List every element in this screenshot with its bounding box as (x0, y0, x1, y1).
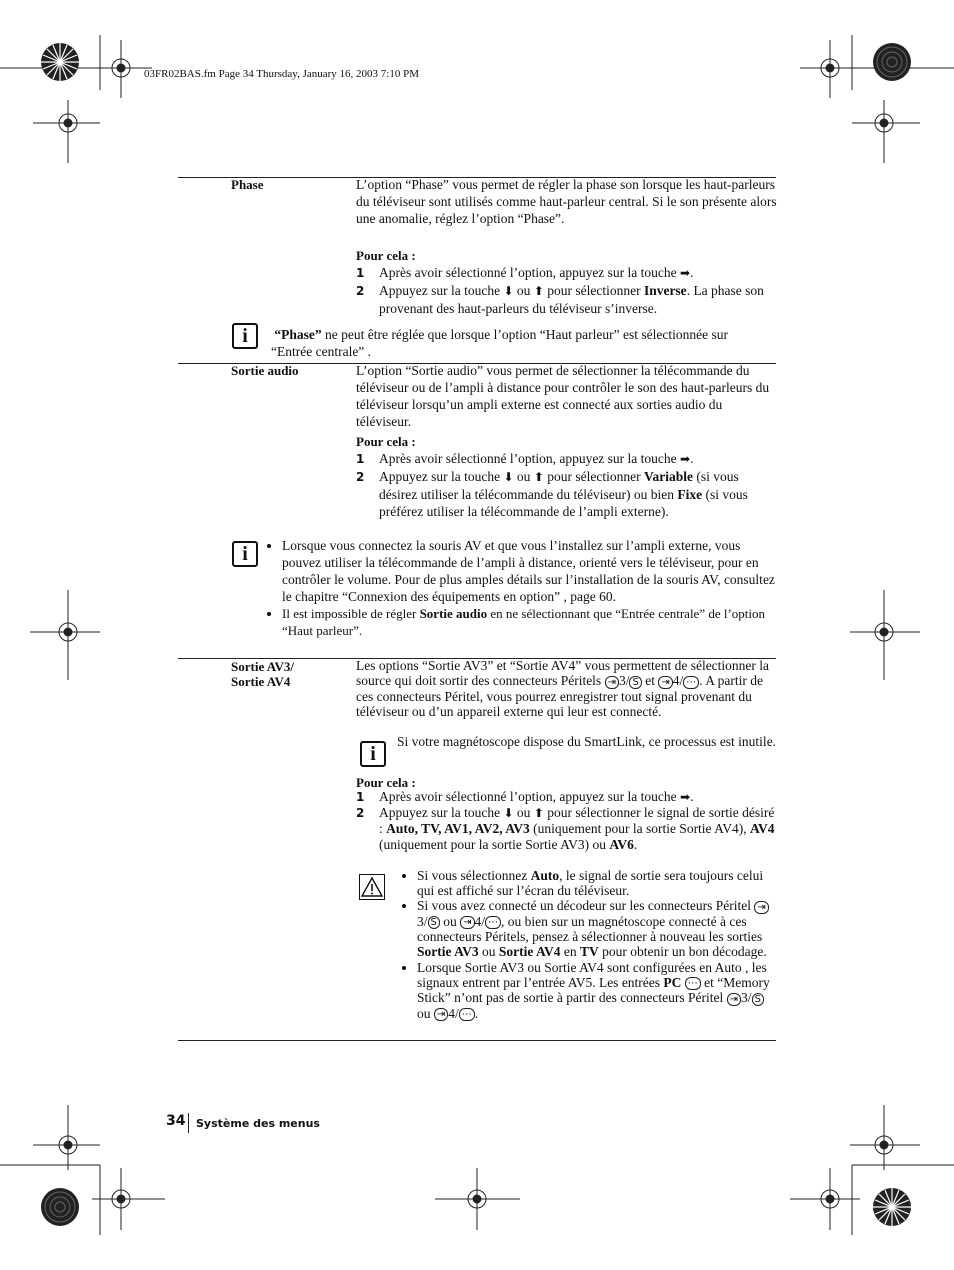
sortie-audio-label: Sortie audio (231, 363, 299, 378)
down-arrow-icon: ⬇ (503, 806, 514, 821)
scart-connector-icon: ⇥ (605, 676, 619, 689)
phase-desc-text: L’option “Phase” vous permet de régler la phase son lorsque les haut-parleurs du téléviseur sont utilisés comme haut-parleur central. Si le son présente alors une anomalie, réglez l’option “Phase”. (356, 177, 777, 226)
scart-connector-icon: ⇥ (460, 916, 474, 929)
up-arrow-icon: ⬆ (533, 806, 544, 821)
scart-connector-icon: ⇥ (754, 901, 768, 914)
phase-label: Phase (231, 177, 264, 192)
footer-divider (188, 1113, 189, 1133)
sortie-av-warning-2: • Si vous avez connecté un décodeur sur les connecteurs Péritel ⇥3/ S ou ⇥ 4/ ⋯ , ou bien sur un magnétoscope connecté à ces connecteurs Péritels, pensez à sélectionner à nouveau les sorties Sortie AV3 ou Sortie AV4 en TV pour obtenir un bon décodage. (417, 898, 778, 959)
scart-connector-icon: ⇥ (727, 993, 741, 1006)
info-icon: i (232, 323, 258, 349)
phase-note: “Phase” ne peut être réglée que lorsque l’option “Haut parleur” est sélectionnée sur “Entrée centrale” . (271, 327, 728, 359)
warning-triangle-icon (360, 875, 384, 899)
sortie-av-info-note: Si votre magnétoscope dispose du SmartLink, ce processus est inutile. (397, 734, 777, 749)
info-icon: i (360, 741, 386, 767)
sortie-av-warning-3: • Lorsque Sortie AV3 ou Sortie AV4 sont configurées en Auto , les signaux entrent par l’entrée AV5. Les entrées PC ⋯ et “Memory Stick” n’ont pas de sortie à partir des connecteurs Péritel ⇥ 3/ S ou ⇥ 4/ ⋯ . (417, 960, 778, 1021)
s-video-icon: S (752, 993, 764, 1006)
s-video-icon: S (428, 916, 440, 929)
sortie-audio-description (356, 362, 778, 430)
sortie-audio-notes (266, 537, 778, 639)
sortie-av-label: Sortie AV3/ Sortie AV4 (231, 659, 294, 689)
phase-step-2: 2 Appuyez sur la touche ⬇ ou ⬆ pour sélectionner Inverse. La phase son provenant des haut-parleurs du téléviseur s’inverse. (356, 283, 764, 316)
phase-pour-cela: Pour cela : (356, 248, 416, 263)
phase-steps (356, 264, 780, 317)
section-divider (178, 1040, 776, 1041)
right-arrow-icon: ➡ (680, 790, 691, 804)
page-number: 34 (166, 1113, 186, 1129)
down-arrow-icon: ⬇ (503, 470, 514, 484)
sortie-av-description: Les options “Sortie AV3” et “Sortie AV4” vous permettent de sélectionner la source qui doit sortir des connecteurs Péritels ⇥ 3/ S et ⇥ 4/ ⋯ . A partir de ces connecteurs Péritel, vous pourrez enregistrer tout signal provenant du téléviseur ou d’un appareil externe qui leur est connecté. (356, 658, 770, 719)
pc-input-icon: ⋯ (685, 977, 701, 990)
sortie-av-warning-1: • Si vous sélectionnez Auto, le signal de sortie sera toujours celui qui est affiché sur l’écran du téléviseur. (417, 868, 778, 898)
down-arrow-icon: ⬇ (503, 284, 514, 298)
right-arrow-icon: ➡ (680, 266, 691, 280)
sortie-audio-pour-cela: Pour cela : (356, 434, 416, 449)
sortie-audio-desc-text: L’option “Sortie audio” vous permet de sélectionner la télécommande du téléviseur ou de l’ampli à distance pour contrôler le son des haut-parleurs du téléviseur lorsqu’un ampli externe est connecté aux sorties audio du téléviseur. (356, 363, 770, 429)
file-info-header: 03FR02BAS.fm Page 34 Thursday, January 16, 2003 7:10 PM (144, 68, 419, 80)
sortie-audio-bullet-2: • Il est impossible de régler Sortie audio en ne sélectionnant que “Entrée centrale” de l’option “Haut parleur”. (282, 605, 778, 639)
sortie-audio-steps (356, 450, 780, 520)
sortie-av-pour-cela: Pour cela : (356, 775, 416, 790)
sortie-audio-step-1: 1 Après avoir sélectionné l’option, appuyez sur la touche ➡. (356, 451, 694, 466)
scart-connector-icon: ⇥ (658, 676, 672, 689)
sortie-av-steps (356, 789, 780, 852)
scart-output-icon: ⋯ (485, 916, 501, 929)
phase-step-1: 1 Après avoir sélectionné l’option, appuyez sur la touche ➡. (356, 265, 694, 280)
scart-output-icon: ⋯ (683, 676, 699, 689)
footer-section-title: Système des menus (196, 1117, 320, 1130)
right-arrow-icon: ➡ (680, 452, 691, 466)
sortie-audio-bullet-1: • Lorsque vous connectez la souris AV et que vous l’installez sur l’ampli externe, vous pouvez utiliser la télécommande de l’ampli à distance, orienté vers le téléviseur, pour en contrôler le volume. Pour de plus amples détails sur l’installation de la souris AV, consultez le chapitre “Connexion des équipements en option” , page 60. (282, 537, 778, 605)
warning-icon (359, 874, 385, 900)
sortie-av-warnings (401, 868, 778, 1021)
sortie-av-step-1: 1 Après avoir sélectionné l’option, appuyez sur la touche ➡. (356, 789, 694, 804)
scart-output-icon: ⋯ (459, 1008, 475, 1021)
up-arrow-icon: ⬆ (533, 284, 544, 298)
sortie-av-step-2: 2 Appuyez sur la touche ⬇ ou ⬆ pour sélectionner le signal de sortie désiré : Auto, TV, AV1, AV2, AV3 (uniquement pour la sortie Sortie AV4), AV4 (uniquement pour la sortie Sortie AV3) ou AV6. (356, 805, 775, 852)
s-video-icon: S (629, 676, 641, 689)
scart-connector-icon: ⇥ (434, 1008, 448, 1021)
sortie-audio-step-2: 2 Appuyez sur la touche ⬇ ou ⬆ pour sélectionner Variable (si vous désirez utiliser la télécommande du téléviseur) ou bien Fixe (si vous préférez utiliser la télécommande de l’ampli externe). (356, 469, 748, 519)
phase-description (356, 176, 778, 227)
info-icon: i (232, 541, 258, 567)
up-arrow-icon: ⬆ (533, 470, 544, 484)
